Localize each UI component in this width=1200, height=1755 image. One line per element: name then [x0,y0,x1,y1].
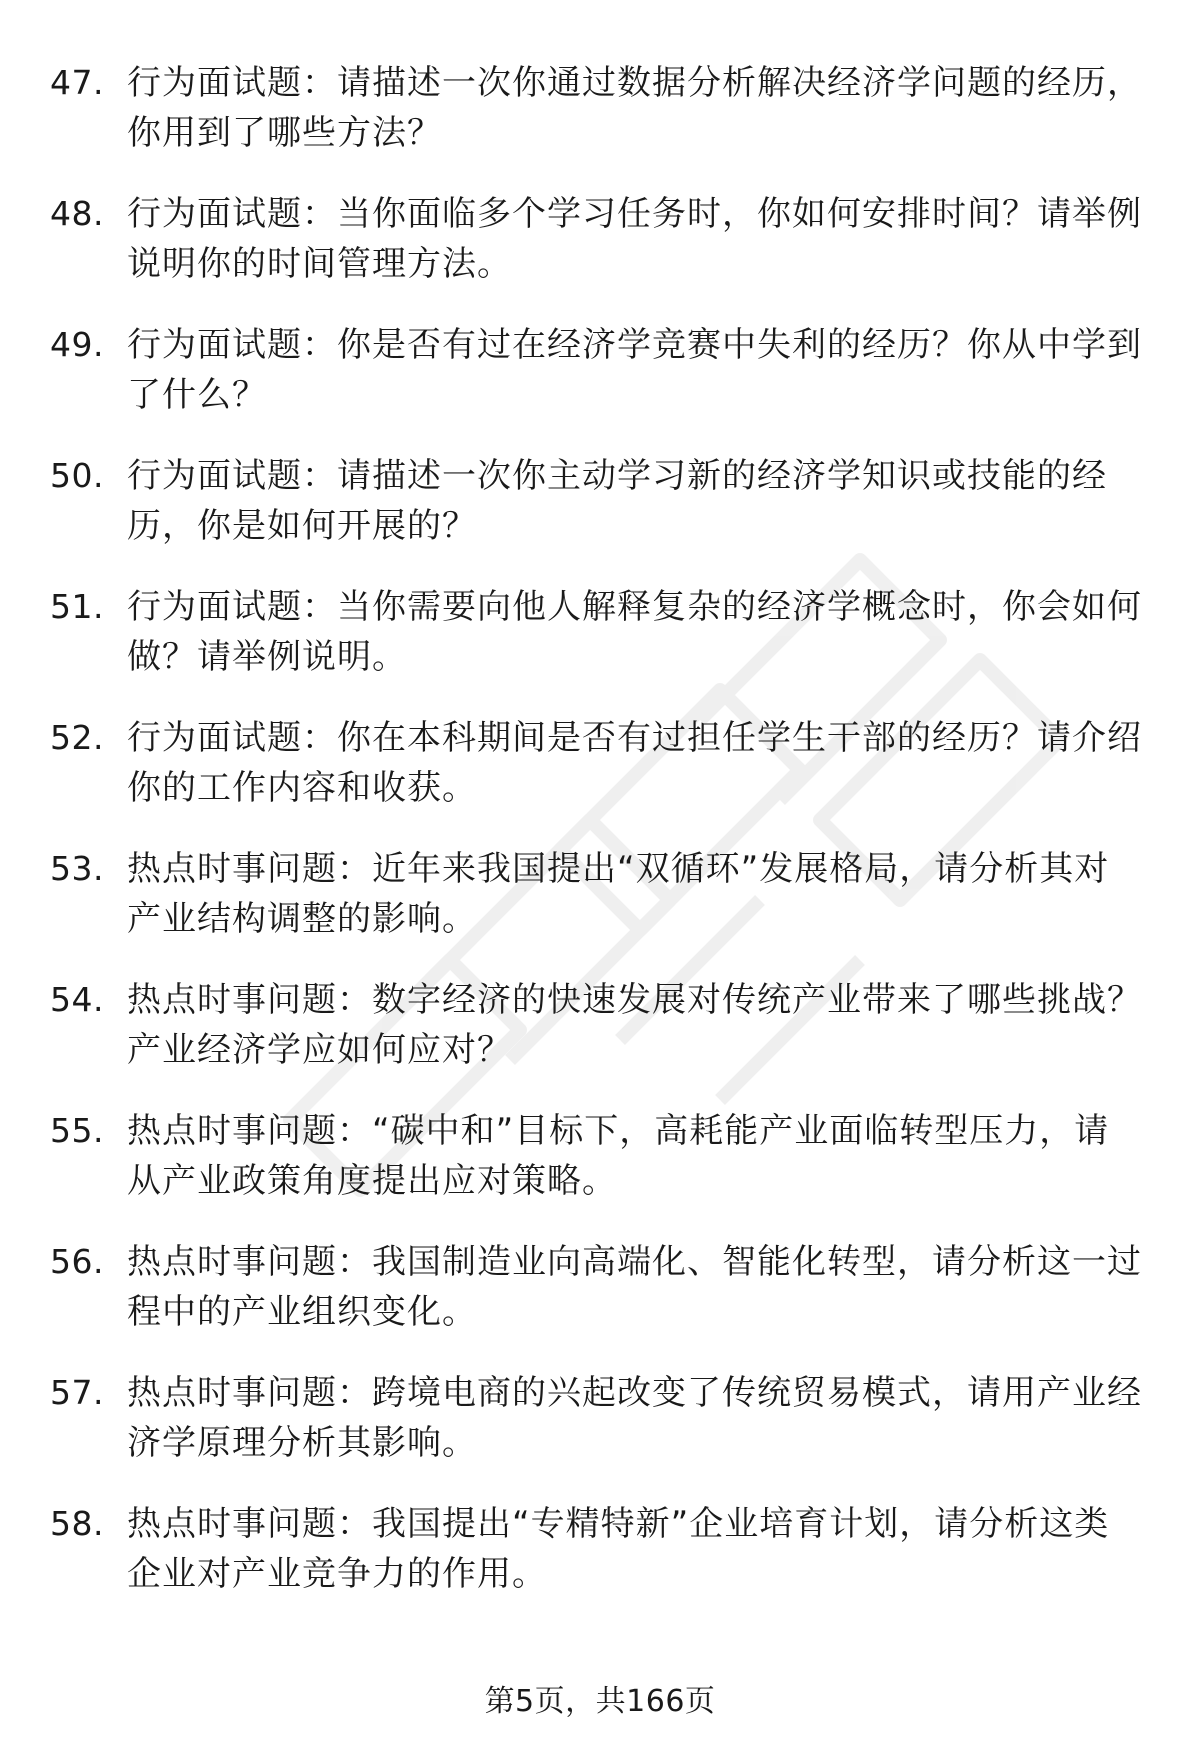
question-number: 53. [50,849,104,888]
question-text: 行为面试题：当你需要向他人解释复杂的经济学概念时，你会如何做？请举例说明。 [127,587,1142,677]
question-text: 行为面试题：你在本科期间是否有过担任学生干部的经历？请介绍你的工作内容和收获。 [127,718,1142,808]
question-item [50,189,1150,320]
question-item [50,1237,1150,1368]
question-text: 热点时事问题：跨境电商的兴起改变了传统贸易模式，请用产业经济学原理分析其影响。 [127,1373,1142,1463]
question-number: 54. [50,980,104,1019]
question-text: 行为面试题：请描述一次你通过数据分析解决经济学问题的经历，你用到了哪些方法？ [127,63,1142,153]
question-number: 48. [50,194,104,233]
question-item [50,1106,1150,1237]
question-number: 55. [50,1111,104,1150]
question-text: 热点时事问题：近年来我国提出“双循环”发展格局，请分析其对产业结构调整的影响。 [127,849,1110,939]
question-text: 热点时事问题：数字经济的快速发展对传统产业带来了哪些挑战？产业经济学应如何应对？ [127,980,1142,1070]
page-number-footer: 第5页，共166页 [484,1684,716,1719]
question-item [50,58,1150,189]
question-number: 50. [50,456,104,495]
question-number: 57. [50,1373,104,1412]
question-text: 热点时事问题：我国提出“专精特新”企业培育计划，请分析这类企业对产业竞争力的作用。 [127,1504,1110,1594]
question-item [50,1499,1150,1630]
question-item [50,713,1150,844]
question-number: 49. [50,325,104,364]
question-number: 47. [50,63,104,102]
question-item [50,451,1150,582]
question-text: 行为面试题：请描述一次你主动学习新的经济学知识或技能的经历，你是如何开展的？ [127,456,1107,546]
question-item [50,320,1150,451]
question-text: 行为面试题：你是否有过在经济学竞赛中失利的经历？你从中学到了什么？ [127,325,1142,415]
question-item [50,975,1150,1106]
question-item [50,1368,1150,1499]
question-number: 56. [50,1242,104,1281]
question-text: 行为面试题：当你面临多个学习任务时，你如何安排时间？请举例说明你的时间管理方法。 [127,194,1142,284]
question-number: 51. [50,587,104,626]
question-number: 58. [50,1504,104,1543]
question-text: 热点时事问题：“碳中和”目标下，高耗能产业面临转型压力，请从产业政策角度提出应对策略。 [127,1111,1110,1201]
question-item [50,582,1150,713]
question-item [50,844,1150,975]
question-text: 热点时事问题：我国制造业向高端化、智能化转型，请分析这一过程中的产业组织变化。 [127,1242,1142,1332]
question-number: 52. [50,718,104,757]
question-list [50,58,1150,1630]
